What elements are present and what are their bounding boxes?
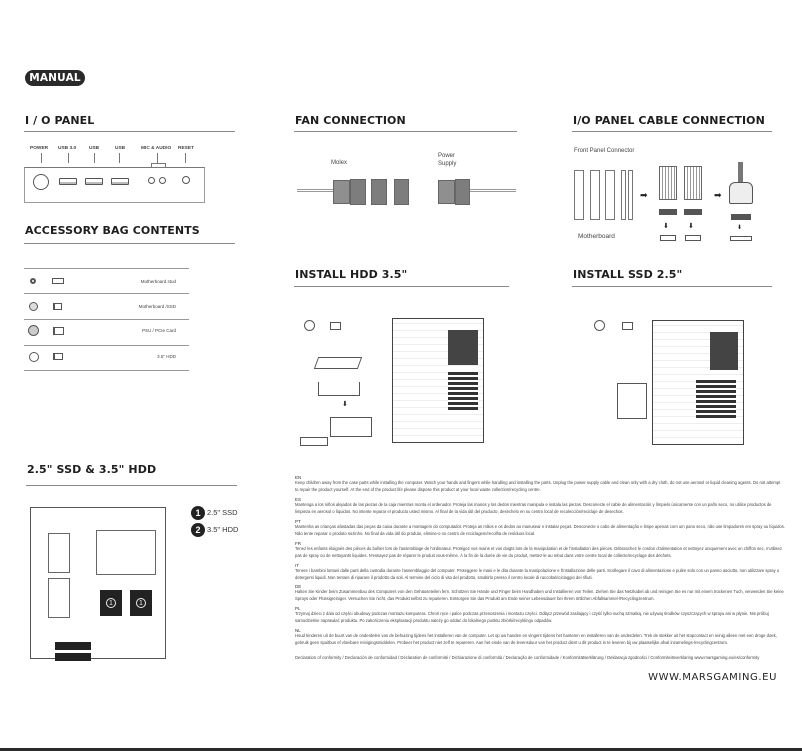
front-panel-label: Front Panel Connector [574,148,635,154]
lang-text-en: Keep children away from the case parts while installing the computer. Watch your hands and fingers while handling and installing the parts. Unplug the power supply cable and clean only with a dry cloth, do not use aerosol or liquid cleaning agents. Do not attempt to repair the product yourself. At the end of the product life please dispose this product at your local waste collection/recycling centre. [295,480,781,492]
screw-head-icon [594,320,605,331]
legend-label-hdd: 3.5" HDD [207,525,239,534]
website-link[interactable]: WWW.MARSGAMING.EU [648,672,777,683]
screw-icon [330,322,341,330]
hdd-assembled [330,417,372,437]
ssd-slot: 1 [130,590,152,616]
connector-power-sw [590,170,600,220]
screw-head-icon [28,325,39,336]
lang-code-fr: FR [295,541,301,546]
io-panel-rule [24,131,235,132]
declaration-of-conformity: Declaration of conformity / Declaración de conformidad / Déclaration de conformité / Dichiarazione di conformità / Declaração de conformidade / Konformitätserklärung / Deklaracja zgodności / Conformiteitsverklaring www.marsgaming.eu/es/conformity [295,655,760,660]
connector-power-led-plus [621,170,626,220]
port-label-usb3: USB 3.0 [58,146,77,151]
arrow-down-icon: ⬇ [688,223,694,230]
io-panel-diagram [24,167,205,203]
accessory-item-label: Motherboard stud [140,279,176,284]
arrow-down-icon: ⬇ [663,223,669,230]
screw-head-icon [304,320,315,331]
lang-text-pl: Trzymaj dzieci z dala od części obudowy podczas montażu komputera. Chroń ręce i palce podczas przenoszenia i montażu części. Odłącz przewód zasilający i czyść tylko suchą szmatką, nie używaj środków czyszczących w sprayu ani w płynie. Nie próbuj samodzielnie naprawiać produktu. Po zakończeniu eksploatacji produktu należy go oddać do lokalnego punktu zbiórki/recyklingu odpadów. [295,611,769,623]
hdd-drive [314,357,362,369]
lang-text-nl: Houd kinderen uit de buurt van de onderdelen van de behuizing tijdens het installeren van de computer. Let op uw handen en vingers tijdens het hanteren en installeren van de onderdelen. Trek de stekker uit het stopcontact en reinig alleen met een droge doek, gebruik geen spuitbus of vloeibare reinigingsmiddelen. Probeer het product niet zelf te repareren. Aan het einde van de levensduur van het product dient u dit product in te leveren bij uw plaatselijke afval inzamelings-/recyclingcentrum. [295,633,777,645]
io-cable-title: I/O PANEL CABLE CONNECTION [573,114,765,127]
hdd-slot [55,653,91,661]
connector-hdd-led [605,170,615,220]
usb3-cable [738,162,743,182]
usb-port-icon [59,178,77,185]
lang-code-nl: NL [295,628,301,633]
hd-audio-header [659,166,677,200]
usb-header [684,166,702,200]
legend-label-ssd: 2.5" SSD [207,508,238,517]
lang-text-es: Mantenga a los niños alejados de las piezas de la caja mientras monta el ordenador. Proteja las manos y los dedos mientras manipula e instala las piezas. Desconecte el cable de alimentación y límpielo únicamente con un paño seco, no utilice productos de limpieza en aerosol o líquidos. No intente reparar el producto usted mismo. Al final de la vida útil del producto, deséchelo en su centro local de recolección/reciclaje de desechos. [295,502,772,514]
arrow-down-icon: ⬇ [342,401,348,408]
arrow-down-icon: ⬇ [737,225,743,231]
hdd-tray [318,382,360,396]
usb-port-icon [111,178,129,185]
accessory-item-label: 3.5" HDD [157,354,176,359]
molex-connector [333,180,350,204]
ssd-bracket [617,383,647,419]
mic-jack-icon [148,177,155,184]
lang-text-de: Halten Sie Kinder beim Zusammenbau des Computers von den Gehäuseteilen fern. Schützen Sie Hände und Finger beim Handhaben und Installieren von Teilen. Ziehen Sie das Netzkabel ab und reinigen Sie es nur mit einem trockenen Tuch, verwenden Sie keine Sprays oder Flüssigreiniger. Versuchen Sie nicht, das Produkt selbst zu reparieren. Entsorgen Sie das Produkt am Ende seiner Lebensdauer bei Ihrem örtlichen Abfallsammel-/Recyclingzentrum. [295,589,784,601]
lang-text-fr: Tenez les enfants éloignés des pièces du boîtier lors de l'assemblage de l'ordinateur. Protégez vos mains et vos doigts lors de la manipulation et de l'installation des pièces. Débranchez le cordon d'alimentation et nettoyez uniquement avec un chiffon sec, n'utilisez pas de spray ou de nettoyants liquides. N'essayez pas de réparer le produit vous-même. À la fin de la durée de vie du produit, mettez-le au rebut dans votre centre local de collecte/recyclage des déchets. [295,546,782,558]
accessory-item-label: PSU / PCIe Card [141,328,176,333]
port-label-mic-audio: MIC & AUDIO [141,146,172,151]
fan-connection-title: FAN CONNECTION [295,114,406,127]
port-label-power: POWER [30,146,49,151]
screw-head-icon [29,302,38,311]
lang-text-it: Tenere i bambini lontani dalle parti della custodia durante l'assemblaggio del computer. Proteggere le mani e le dita durante la manipolazione e l'installazione delle parti. Scollegare il cavo di alimentazione e pulire solo con un panno asciutto, non utilizzare spray o detergenti liquidi. Non tentare di riparare il prodotto da soli. Al termine del ciclo di vita del prodotto, smaltirlo presso il centro locale di raccolta/riciclaggio dei rifiuti. [295,568,780,580]
psu-connector [438,180,455,204]
screw-icon [53,303,62,310]
screw-head-icon [29,352,39,362]
ssd-slot: 1 [100,590,122,616]
lang-code-es: ES [295,497,302,502]
lang-code-en: EN [295,475,302,480]
manual-badge: MANUAL [25,70,85,86]
connector-reset-sw [574,170,584,220]
legend-badge-1: 1 [191,506,205,520]
accessory-item-label: Motherboard /SSD [138,304,176,309]
lang-code-it: IT [295,563,299,568]
usb3-connector [729,182,753,204]
power-supply-label: Power Supply [438,153,457,167]
lang-code-pt: PT [295,519,301,524]
audio-jack-icon [159,177,166,184]
lang-code-pl: PL [295,606,301,611]
standoff-icon [30,278,36,284]
port-label-usb-2: USB [115,146,126,151]
lang-code-de: DE [295,584,302,589]
ssd-hdd-title: 2.5" SSD & 3.5" HDD [27,463,157,476]
hdd-slot [55,642,91,650]
screw-icon [53,353,63,360]
reset-button-icon [182,176,190,184]
accessory-title: ACCESSORY BAG CONTENTS [25,224,200,237]
standoff-side-icon [52,278,64,284]
lang-text-pt: Mantenha as crianças afastadas das peças da caixa durante a montagem do computador. Proteja as mãos e os dedos ao manusear e instalar peças. Desconecte o cabo de alimentação e limpe apenas com um pano seco, não use limpadores em spray ou líquidos. Não tente reparar o produto sozinho. No final da vida útil do produto, elimine-o no centro de reciclagem/recolha de resíduos local. [295,524,785,536]
connector-power-led-minus [628,170,633,220]
io-panel-title: I / O PANEL [25,114,95,127]
legend-badge-2: 2 [191,523,205,537]
motherboard-label: Motherboard [578,233,615,240]
arrow-right-icon: ➡ [640,190,648,200]
install-ssd-title: INSTALL SSD 2.5" [573,268,683,281]
screw-icon [53,327,64,335]
screw-icon [622,322,633,330]
install-hdd-title: INSTALL HDD 3.5" [295,268,408,281]
port-label-usb-1: USB [89,146,100,151]
arrow-right-icon: ➡ [714,190,722,200]
usb-port-icon [85,178,103,185]
power-button-icon [33,174,49,190]
port-label-reset: RESET [178,146,194,151]
molex-label: Molex [331,160,348,166]
